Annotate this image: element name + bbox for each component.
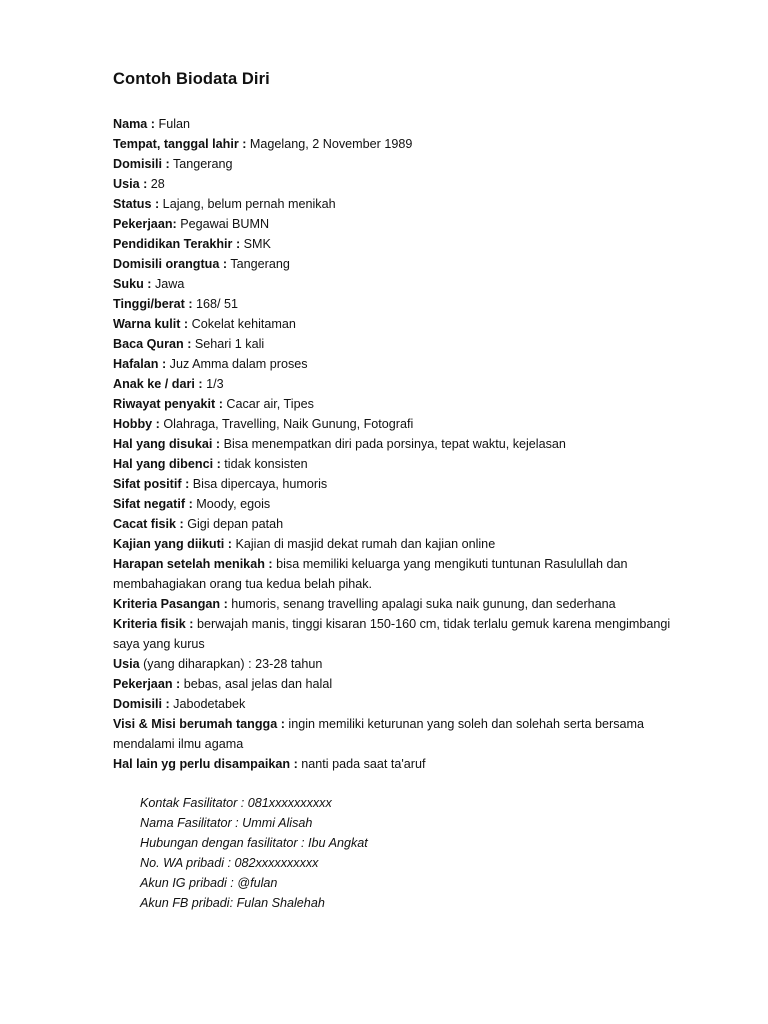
field-value: Bisa menempatkan diri pada porsinya, tepat waktu, kejelasan bbox=[220, 437, 566, 451]
field-label: Kriteria fisik : bbox=[113, 617, 194, 631]
field-row bbox=[113, 514, 673, 534]
contact-line: Kontak Fasilitator : 081xxxxxxxxxx bbox=[140, 796, 332, 810]
field-value: Pegawai BUMN bbox=[176, 217, 270, 231]
field-value: Lajang, belum pernah menikah bbox=[159, 197, 336, 211]
field-label: Baca Quran : bbox=[113, 337, 192, 351]
field-row bbox=[113, 434, 673, 454]
field-value: Kajian di masjid dekat rumah dan kajian online bbox=[231, 537, 496, 551]
field-label: Visi & Misi berumah tangga : bbox=[113, 717, 285, 731]
field-value: Cacar air, Tipes bbox=[222, 397, 314, 411]
field-value: Juz Amma dalam proses bbox=[166, 357, 308, 371]
field-value: Cokelat kehitaman bbox=[188, 317, 296, 331]
biodata-field-list bbox=[113, 114, 673, 774]
field-value: Sehari 1 kali bbox=[191, 337, 265, 351]
field-value: Jabodetabek bbox=[169, 697, 246, 711]
field-label: Kriteria Pasangan : bbox=[113, 597, 228, 611]
field-value: Moody, egois bbox=[192, 497, 271, 511]
field-value: Tangerang bbox=[169, 157, 233, 171]
field-value: humoris, senang travelling apalagi suka naik gunung, dan sederhana bbox=[227, 597, 616, 611]
field-row bbox=[113, 234, 673, 254]
field-label: Tempat, tanggal lahir : bbox=[113, 137, 247, 151]
field-label: Pekerjaan : bbox=[113, 677, 181, 691]
field-label: Hal lain yg perlu disampaikan : bbox=[113, 757, 298, 771]
field-label: Sifat positif : bbox=[113, 477, 190, 491]
contact-line: Hubungan dengan fasilitator : Ibu Angkat bbox=[140, 836, 368, 850]
field-row bbox=[113, 454, 673, 474]
field-label: Usia bbox=[113, 657, 140, 671]
field-label: Warna kulit : bbox=[113, 317, 189, 331]
field-value: berwajah manis, tinggi kisaran 150-160 cm, tidak terlalu gemuk karena mengimbangi saya yang kurus bbox=[113, 617, 671, 651]
field-value: (yang diharapkan) : 23-28 tahun bbox=[139, 657, 323, 671]
field-label: Hafalan : bbox=[113, 357, 167, 371]
field-row bbox=[113, 394, 673, 414]
field-value: Bisa dipercaya, humoris bbox=[189, 477, 328, 491]
contact-line: No. WA pribadi : 082xxxxxxxxxx bbox=[140, 856, 319, 870]
field-value: Tangerang bbox=[227, 257, 290, 271]
field-value: 28 bbox=[147, 177, 165, 191]
field-row bbox=[113, 194, 673, 214]
field-label: Kajian yang diikuti : bbox=[113, 537, 232, 551]
field-row bbox=[113, 494, 673, 514]
contact-line: Nama Fasilitator : Ummi Alisah bbox=[140, 816, 313, 830]
field-value: SMK bbox=[240, 237, 271, 251]
field-row bbox=[113, 534, 673, 554]
field-value: tidak konsisten bbox=[220, 457, 308, 471]
contact-line: Akun FB pribadi: Fulan Shalehah bbox=[140, 896, 325, 910]
field-label: Usia : bbox=[113, 177, 148, 191]
field-value: bisa memiliki keluarga yang mengikuti tuntunan Rasulullah dan membahagiakan orang tua kedua belah pihak. bbox=[113, 557, 628, 591]
field-row bbox=[113, 134, 673, 154]
field-row bbox=[113, 334, 673, 354]
field-value: Gigi depan patah bbox=[183, 517, 284, 531]
field-row bbox=[113, 654, 673, 674]
field-row bbox=[113, 754, 673, 774]
contact-line: Akun IG pribadi : @fulan bbox=[140, 876, 278, 890]
field-value: Jawa bbox=[151, 277, 185, 291]
field-row bbox=[113, 374, 673, 394]
field-row bbox=[113, 294, 673, 314]
field-label: Tinggi/berat : bbox=[113, 297, 193, 311]
field-label: Suku : bbox=[113, 277, 152, 291]
field-row bbox=[113, 694, 673, 714]
field-label: Domisili : bbox=[113, 157, 170, 171]
field-value: 168/ 51 bbox=[192, 297, 239, 311]
field-row bbox=[113, 114, 673, 134]
field-label: Domisili : bbox=[113, 697, 170, 711]
field-row bbox=[113, 614, 673, 654]
contact-info-list bbox=[140, 793, 640, 913]
document-title: Contoh Biodata Diri bbox=[113, 70, 270, 88]
field-row bbox=[113, 174, 673, 194]
field-label: Sifat negatif : bbox=[113, 497, 193, 511]
field-value: bebas, asal jelas dan halal bbox=[180, 677, 333, 691]
field-label: Pekerjaan: bbox=[113, 217, 177, 231]
field-label: Cacat fisik : bbox=[113, 517, 184, 531]
field-label: Status : bbox=[113, 197, 160, 211]
field-label: Nama : bbox=[113, 117, 155, 131]
field-row bbox=[113, 214, 673, 234]
field-row bbox=[113, 314, 673, 334]
field-label: Hal yang dibenci : bbox=[113, 457, 221, 471]
field-value: ingin memiliki keturunan yang soleh dan solehah serta bersama mendalami ilmu agama bbox=[113, 717, 645, 751]
field-row bbox=[113, 414, 673, 434]
field-row bbox=[113, 674, 673, 694]
field-row bbox=[113, 274, 673, 294]
field-label: Anak ke / dari : bbox=[113, 377, 203, 391]
field-label: Domisili orangtua : bbox=[113, 257, 228, 271]
field-label: Harapan setelah menikah : bbox=[113, 557, 273, 571]
field-row bbox=[113, 354, 673, 374]
field-value: Magelang, 2 November 1989 bbox=[246, 137, 413, 151]
field-row bbox=[113, 474, 673, 494]
field-value: Fulan bbox=[155, 117, 191, 131]
field-label: Riwayat penyakit : bbox=[113, 397, 223, 411]
field-row bbox=[113, 554, 673, 594]
field-row bbox=[113, 254, 673, 274]
field-value: Olahraga, Travelling, Naik Gunung, Fotografi bbox=[159, 417, 414, 431]
field-label: Pendidikan Terakhir : bbox=[113, 237, 241, 251]
field-value: 1/3 bbox=[202, 377, 224, 391]
field-row bbox=[113, 154, 673, 174]
field-label: Hal yang disukai : bbox=[113, 437, 221, 451]
field-label: Hobby : bbox=[113, 417, 160, 431]
field-value: nanti pada saat ta'aruf bbox=[297, 757, 426, 771]
field-row bbox=[113, 594, 673, 614]
field-row bbox=[113, 714, 673, 754]
